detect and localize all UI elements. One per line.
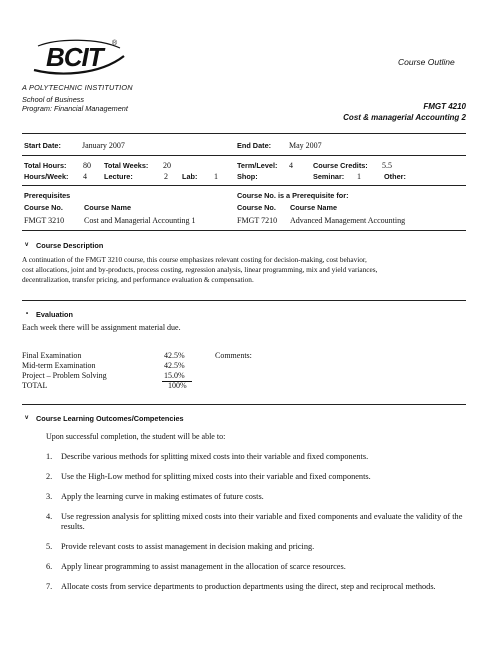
comments-label: Comments: (215, 351, 252, 360)
end-date-label: End Date: (237, 141, 272, 150)
prereq-for-course-name: Advanced Management Accounting (290, 216, 406, 225)
eval-row-project-pct: 15.0% (164, 371, 185, 380)
seminar-label: Seminar: (313, 172, 345, 181)
eval-row-final-name: Final Examination (22, 351, 82, 360)
description-line-1: A continuation of the FMGT 3210 course, this course emphasizes relevant costing for decision-making, cost behavior, (22, 255, 367, 264)
lecture-value: 2 (164, 172, 168, 181)
description-line-2: cost allocations, joint and by-products, process costing, regression analysis, linear programming, mix and yield variances, (22, 265, 378, 274)
dates-divider (22, 155, 466, 156)
seminar-value: 1 (357, 172, 361, 181)
eval-row-midterm-pct: 42.5% (164, 361, 185, 370)
total-weeks-value: 20 (163, 161, 171, 170)
program-name: Program: Financial Management (22, 104, 128, 113)
total-hours-label: Total Hours: (24, 161, 67, 170)
course-credits-value: 5.5 (382, 161, 392, 170)
outcome-text: Use the High-Low method for splitting mixed costs into their variable and fixed components. (61, 472, 371, 481)
evaluation-heading: Evaluation (36, 310, 73, 319)
total-hours-value: 80 (83, 161, 91, 170)
prereq-course-no-label: Course No. (24, 203, 63, 212)
prereq-course-name: Cost and Managerial Accounting 1 (84, 216, 196, 225)
description-marker: v (25, 242, 29, 248)
course-description-heading: Course Description (36, 241, 104, 250)
hours-week-value: 4 (83, 172, 87, 181)
description-line-3: decentralization, transfer pricing, and performance evaluation & compensation. (22, 275, 254, 284)
outcomes-heading: Course Learning Outcomes/Competencies (36, 414, 184, 423)
outcome-number: 7. (46, 582, 53, 591)
outcome-text: Use regression analysis for splitting mixed costs into their variable and fixed components and evaluate the validity of the results. (61, 512, 463, 531)
prereq-for-course-no-label: Course No. (237, 203, 276, 212)
outcome-text: Apply linear programming to assist management in the allocation of scarce resources. (61, 562, 346, 571)
eval-row-final-pct: 42.5% (164, 351, 185, 360)
lecture-label: Lecture: (104, 172, 133, 181)
outcome-text: Describe various methods for splitting mixed costs into their variable and fixed components. (61, 452, 369, 461)
description-divider (22, 300, 466, 301)
evaluation-divider (22, 404, 466, 405)
outcomes-intro: Upon successful completion, the student will be able to: (46, 432, 226, 441)
outcome-number: 2. (46, 472, 53, 481)
end-date-value: May 2007 (289, 141, 322, 150)
course-code: FMGT 4210 (423, 102, 466, 111)
eval-row-project-name: Project – Problem Solving (22, 371, 107, 380)
other-label: Other: (384, 172, 406, 181)
term-level-label: Term/Level: (237, 161, 278, 170)
prereq-for-course-name-label: Course Name (290, 203, 338, 212)
outcomes-marker: v (25, 415, 29, 421)
outcome-text: Provide relevant costs to assist management in decision making and pricing. (61, 542, 315, 551)
hours-divider (22, 185, 466, 186)
eval-row-midterm-name: Mid-term Examination (22, 361, 96, 370)
logo-registered-mark: ® (112, 40, 118, 47)
prerequisites-title: Prerequisites (24, 191, 71, 200)
school-name: School of Business (22, 95, 85, 104)
prereq-divider (22, 230, 466, 231)
evaluation-marker: • (26, 311, 29, 317)
start-date-value: January 2007 (82, 141, 125, 150)
start-date-label: Start Date: (24, 141, 61, 150)
outcome-number: 4. (46, 512, 53, 521)
outcome-number: 1. (46, 452, 53, 461)
total-weeks-label: Total Weeks: (104, 161, 149, 170)
outcome-number: 6. (46, 562, 53, 571)
document-type: Course Outline (398, 57, 455, 67)
course-title: Cost & managerial Accounting 2 (343, 113, 466, 122)
lab-label: Lab: (182, 172, 198, 181)
header-divider (22, 133, 466, 134)
prereq-course-name-label: Course Name (84, 203, 132, 212)
eval-total-label: TOTAL (22, 381, 48, 390)
outcome-number: 3. (46, 492, 53, 501)
institution-tagline: A POLYTECHNIC INSTITUTION (22, 83, 133, 92)
outcome-number: 5. (46, 542, 53, 551)
hours-week-label: Hours/Week: (24, 172, 69, 181)
eval-total-value: 100% (168, 381, 187, 390)
logo-text: BCIT (46, 42, 103, 72)
term-level-value: 4 (289, 161, 293, 170)
evaluation-intro: Each week there will be assignment material due. (22, 323, 181, 332)
prereq-course-no: FMGT 3210 (24, 216, 65, 225)
outcome-text: Allocate costs from service departments to production departments using the direct, step and reciprocal methods. (61, 582, 436, 591)
prereq-for-course-no: FMGT 7210 (237, 216, 278, 225)
outcome-text: Apply the learning curve in making estimates of future costs. (61, 492, 264, 501)
shop-label: Shop: (237, 172, 258, 181)
lab-value: 1 (214, 172, 218, 181)
course-credits-label: Course Credits: (313, 161, 368, 170)
bcit-logo (28, 36, 128, 78)
prerequisite-for-title: Course No. is a Prerequisite for: (237, 191, 349, 200)
